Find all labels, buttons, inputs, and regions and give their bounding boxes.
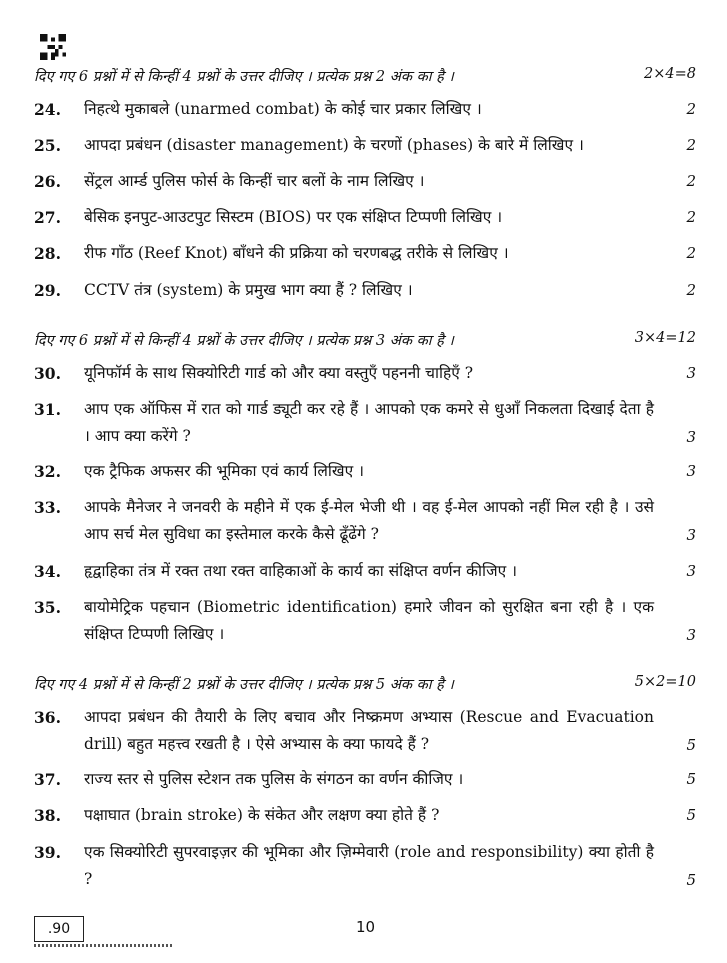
question-number: 33. (34, 498, 61, 517)
question-text: CCTV तंत्र (system) के प्रमुख भाग क्या हैं ? लिखिए । (84, 281, 413, 299)
question-marks: 3 (686, 626, 696, 644)
question-marks: 2 (686, 281, 696, 299)
section-instruction (34, 66, 696, 88)
question-number: 34. (34, 562, 61, 581)
question-marks: 2 (686, 244, 696, 262)
question-text: बेसिक इनपुट-आउटपुट सिस्टम (BIOS) पर एक संक्षिप्त टिप्पणी लिखिए । (84, 208, 503, 226)
question-number: 26. (34, 172, 61, 191)
question (34, 396, 696, 454)
section-marks: 3×4=12 (634, 330, 696, 346)
question-marks: 5 (686, 770, 696, 788)
question-marks: 5 (686, 871, 696, 889)
question-number: 36. (34, 708, 61, 727)
question-text: पक्षाघात (brain stroke) के संकेत और लक्षण क्या होते हैं ? (84, 806, 440, 824)
question (34, 594, 696, 652)
question-number: 30. (34, 364, 61, 383)
section-instruction-text: दिए गए 6 प्रश्नों में से किन्हीं 4 प्रश्नों के उत्तर दीजिए । प्रत्येक प्रश्न 2 अंक का है । (34, 69, 454, 85)
question (34, 558, 696, 588)
question (34, 277, 696, 307)
question-marks: 2 (686, 172, 696, 190)
question-text: आपदा प्रबंधन (disaster management) के चरणों (phases) के बारे में लिखिए । (84, 136, 584, 154)
question-text: निहत्थे मुकाबले (unarmed combat) के कोई चार प्रकार लिखिए । (84, 100, 482, 118)
question (34, 168, 696, 198)
question-text: आपदा प्रबंधन की तैयारी के लिए बचाव और निष्क्रमण अभ्यास (Rescue and Evacuation drill) बहुत महत्त्व रखती है । ऐसे अभ्यास के क्या फायदे हैं ? (84, 708, 654, 753)
question (34, 96, 696, 126)
question-number: 29. (34, 281, 61, 300)
question-text: सेंट्रल आर्म्ड पुलिस फोर्स के किन्हीं चार बलों के नाम लिखिए । (84, 172, 425, 190)
question-text: बायोमेट्रिक पहचान (Biometric identification) हमारे जीवन को सुरक्षित बना रही है । एक संक्षिप्त टिप्पणी लिखिए । (84, 598, 654, 643)
question (34, 802, 696, 832)
question-number: 31. (34, 400, 61, 419)
question-number: 38. (34, 806, 61, 825)
question-marks: 5 (686, 736, 696, 754)
question-marks: 3 (686, 462, 696, 480)
section-instruction-text: दिए गए 6 प्रश्नों में से किन्हीं 4 प्रश्नों के उत्तर दीजिए । प्रत्येक प्रश्न 3 अंक का है । (34, 333, 454, 349)
question-marks: 2 (686, 208, 696, 226)
question-marks: 5 (686, 806, 696, 824)
question-marks: 3 (686, 364, 696, 382)
paper-code-box: .90 (34, 916, 84, 942)
question-number: 35. (34, 598, 61, 617)
question-text: यूनिफॉर्म के साथ सिक्योरिटी गार्ड को और क्या वस्तुएँ पहननी चाहिएँ ? (84, 364, 474, 382)
question (34, 132, 696, 162)
question-number: 25. (34, 136, 61, 155)
question (34, 704, 696, 762)
question-number: 24. (34, 100, 61, 119)
section-instruction (34, 674, 696, 696)
question-number: 27. (34, 208, 61, 227)
question (34, 494, 696, 552)
question (34, 839, 696, 897)
section-instruction-text: दिए गए 4 प्रश्नों में से किन्हीं 2 प्रश्नों के उत्तर दीजिए । प्रत्येक प्रश्न 5 अंक का है । (34, 677, 454, 693)
section-instruction (34, 330, 696, 352)
question-marks: 3 (686, 526, 696, 544)
section-marks: 2×4=8 (644, 66, 696, 82)
qr-code-icon (40, 34, 66, 60)
question-number: 28. (34, 244, 61, 263)
question-text: राज्य स्तर से पुलिस स्टेशन तक पुलिस के संगठन का वर्णन कीजिए । (84, 770, 464, 788)
question-text: हृद्वाहिका तंत्र में रक्त तथा रक्त वाहिकाओं के कार्य का संक्षिप्त वर्णन कीजिए । (84, 562, 517, 580)
question-text: आपके मैनेजर ने जनवरी के महीने में एक ई-मेल भेजी थी । वह ई-मेल आपको नहीं मिल रही है । उसे आप सर्च मेल सुविधा का इस्तेमाल करके कैसे ढूँढेंगे ? (84, 498, 654, 543)
question-marks: 2 (686, 136, 696, 154)
question-text: एक सिक्योरिटी सुपरवाइज़र की भूमिका और ज़िम्मेवारी (role and responsibility) क्या होती है ? (84, 843, 654, 888)
question-marks: 3 (686, 428, 696, 446)
question-number: 39. (34, 843, 61, 862)
footer-barcode-strip (34, 944, 174, 947)
question-text: रीफ गाँठ (Reef Knot) बाँधने की प्रक्रिया को चरणबद्ध तरीके से लिखिए । (84, 244, 509, 262)
question-marks: 3 (686, 562, 696, 580)
question-text: एक ट्रैफिक अफसर की भूमिका एवं कार्य लिखिए । (84, 462, 364, 480)
question (34, 458, 696, 488)
question-number: 37. (34, 770, 61, 789)
question (34, 360, 696, 390)
question (34, 766, 696, 796)
page-number: 10 (356, 918, 376, 936)
section-marks: 5×2=10 (634, 674, 696, 690)
question-marks: 2 (686, 100, 696, 118)
question (34, 204, 696, 234)
question (34, 240, 696, 270)
question-number: 32. (34, 462, 61, 481)
question-text: आप एक ऑफिस में रात को गार्ड ड्यूटी कर रहे हैं । आपको एक कमरे से धुआँ निकलता दिखाई देता है । आप क्या करेंगे ? (84, 400, 654, 445)
